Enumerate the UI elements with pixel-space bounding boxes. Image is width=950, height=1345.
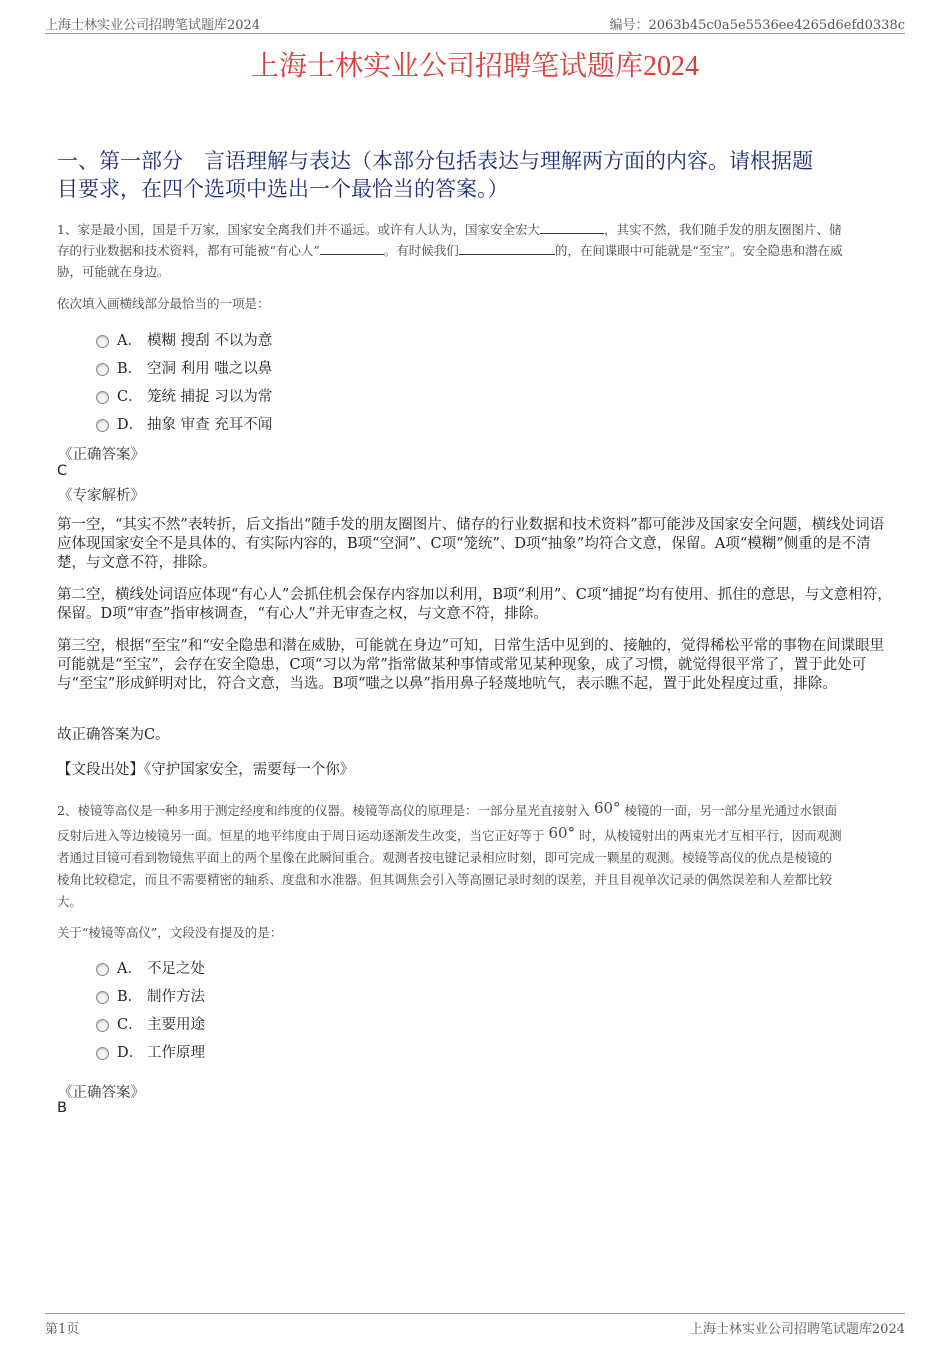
q1-blank-2 [320,242,384,255]
q1-blank-3 [459,242,555,255]
q2-option-b[interactable] [96,985,205,1006]
option-letter: C． [117,389,143,405]
q1-analysis-para-2: 第二空，横线处词语应体现“有心人”会抓住机会保存内容加以利用，B项“利用”、C项“捕捉”均有使用、抓住的意思，与文意相符，保留。D项“审查”指审核调查，“有心人”并无审查之权，与文意不符，排除。 [57,587,892,622]
q1-stem [57,219,897,282]
radio-icon[interactable] [96,419,109,432]
option-letter: A． [117,961,142,977]
q1-blank-1 [540,221,604,234]
q1-stem-text: 1、家是最小国，国是千万家，国家安全离我们并不遥远。或许有人认为，国家安全宏大 [57,222,540,237]
radio-icon[interactable] [96,963,109,976]
q2-stem-text: 时，从棱镜射出的两束光才互相平行，因而观测 [579,828,842,843]
q1-stem-text: 。有时候我们 [383,243,459,258]
q1-option-d[interactable] [96,413,272,434]
option-text: 模糊 搜刮 不以为意 [147,333,273,349]
q1-option-c[interactable] [96,385,272,406]
q1-prompt: 依次填入画横线部分最恰当的一项是： [57,296,270,311]
radio-icon[interactable] [96,1047,109,1060]
option-letter: D． [117,417,144,433]
q1-answer-label: 《正确答案》 [58,447,145,463]
option-letter: B． [117,989,143,1005]
section-title [57,147,897,203]
section-title-line2: 目要求，在四个选项中选出一个最恰当的答案。） [57,177,509,201]
option-text: 主要用途 [147,1017,205,1033]
q1-analysis-para-3: 第三空，根据“至宝”和“安全隐患和潜在威胁，可能就在身边”可知，日常生活中见到的、接触的，觉得稀松平常的事物在间谍眼里可能就是“至宝”，会存在安全隐患，C项“习以为常”指常做某种事情或常见某种现象，成了习惯，就觉得很平常了，置于此处可与“至宝”形成鲜明对比，符合文意，当选。B项“嗤之以鼻”指用鼻子轻蔑地吭气，表示瞧不起，置于此处程度过重，排除。 [57,638,885,692]
q1-analysis-para-1: 第一空，“其实不然”表转折，后文指出“随手发的朋友圈图片、储存的行业数据和技术资料”都可能涉及国家安全问题，横线处词语应体现国家安全不是具体的、有实际内容的，B项“空洞”、C项“笼统”、D项“抽象”均符合文意，保留。A项“模糊”侧重的是不清楚，与文意不符，排除。 [57,517,885,571]
q1-stem-text: 存的行业数据和技术资料，都有可能被“有心人” [57,243,320,258]
document-title: 上海士林实业公司招聘笔试题库2024 [250,51,699,82]
option-letter: B． [117,361,143,377]
q2-option-a[interactable] [96,957,205,978]
option-letter: C． [117,1017,143,1033]
option-text: 抽象 审查 充耳不闻 [147,417,273,433]
option-letter: D． [117,1045,144,1061]
q2-option-c[interactable] [96,1013,205,1034]
q1-stem-text: ，其实不然，我们随手发的朋友圈图片、储 [603,222,842,237]
option-text: 不足之处 [147,961,205,977]
footer-doc-name: 上海士林实业公司招聘笔试题库2024 [689,1322,905,1337]
option-text: 空洞 利用 嗤之以鼻 [147,361,273,377]
q2-answer-label: 《正确答案》 [58,1085,145,1101]
header-doc-name: 上海士林实业公司招聘笔试题库2024 [45,18,261,33]
q1-stem-text: 的，在间谍眼中可能就是“至宝”。安全隐患和潜在威 [554,243,843,258]
radio-icon[interactable] [96,363,109,376]
q2-option-d[interactable] [96,1041,205,1062]
q2-prompt: 关于“棱镜等高仪”，文段没有提及的是： [57,925,283,940]
radio-icon[interactable] [96,1019,109,1032]
q1-stem-text: 胁，可能就在身边。 [57,264,170,279]
q2-degree-2: 60° [548,824,576,842]
q2-stem-text: 者通过目镜可看到物镜焦平面上的两个星像在此瞬间重合。观测者按电键记录相应时刻，即可完成一颗星的观测。棱镜等高仪的优点是棱镜的 [57,850,833,865]
radio-icon[interactable] [96,991,109,1004]
q2-answer-value: B [57,1100,67,1116]
q1-analysis-label: 《专家解析》 [58,488,145,504]
option-text: 制作方法 [147,989,205,1005]
q2-stem [57,797,897,913]
section-title-line1: 一、第一部分 言语理解与表达（本部分包括表达与理解两方面的内容。请根据题 [57,149,813,173]
option-text: 工作原理 [147,1045,205,1061]
radio-icon[interactable] [96,391,109,404]
q1-option-b[interactable] [96,357,272,378]
footer-page-number: 第1页 [45,1322,80,1337]
option-text: 笼统 捕捉 习以为常 [147,389,273,405]
q2-stem-text: 2、棱镜等高仪是一种多用于测定经度和纬度的仪器。棱镜等高仪的原理是：一部分星光直接射入 [57,803,590,818]
q1-option-a[interactable] [96,329,272,350]
q1-conclusion: 故正确答案为C。 [57,727,170,743]
q2-degree-1: 60° [593,799,621,817]
header-divider [45,33,905,34]
q2-stem-text: 棱角比较稳定，而且不需要精密的轴系、度盘和水准器。但其调焦会引入等高圈记录时刻的误差，并且目视单次记录的偶然误差和人差都比较 [57,872,833,887]
q2-stem-text: 棱镜的一面，另一部分星光通过水银面 [624,803,838,818]
footer-divider [45,1313,905,1314]
q2-stem-text: 反射后进入等边棱镜另一面。恒星的地平纬度由于周日运动逐渐发生改变，当它正好等于 [57,828,545,843]
option-letter: A． [117,333,142,349]
q1-source: 【文段出处】《守护国家安全，需要每一个你》 [57,762,355,778]
header-doc-id: 编号：2063b45c0a5e5536ee4265d6efd0338c [609,18,905,33]
q2-stem-text: 大。 [57,894,83,909]
radio-icon[interactable] [96,335,109,348]
q1-answer-value: C [57,463,68,479]
